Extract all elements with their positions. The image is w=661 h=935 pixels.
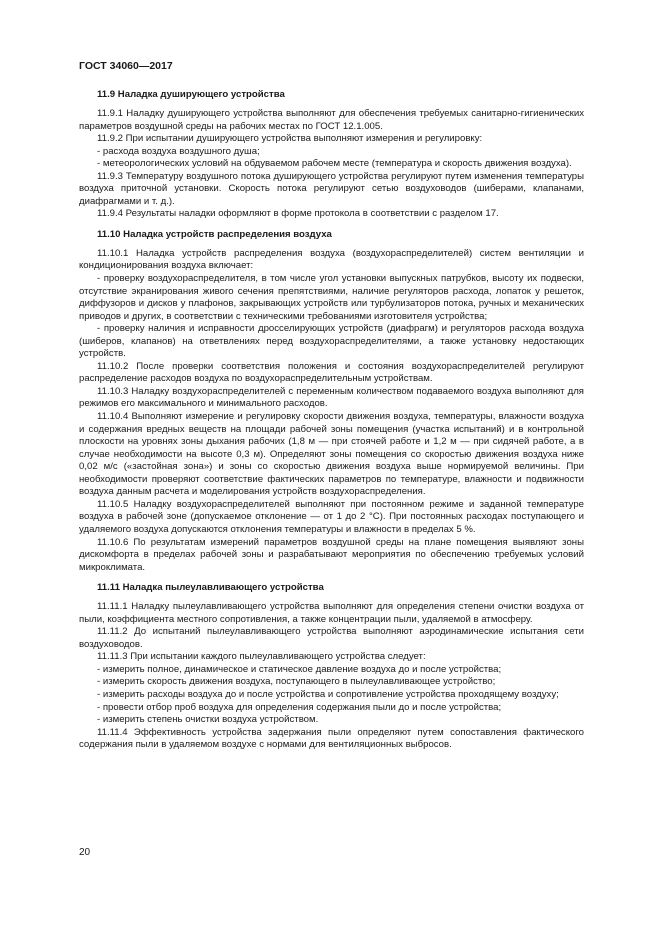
paragraph: 11.10.2 После проверки соответствия положения и состояния воздухораспределителей регулируют распределение расходов воздуха по воздухораспределительным устройствам. <box>79 360 584 385</box>
paragraph: 11.9.4 Результаты наладки оформляют в форме протокола в соответствии с разделом 17. <box>97 208 499 220</box>
paragraph: 11.10.4 Выполняют измерение и регулировку скорости движения воздуха, температуры, влажности воздуха и содержания вредных веществ на площади рабочей зоны помещения (участка испытаний) и в контрольной плоскости на уровнях зоны дыхания рабочих (1,8 м — при стоячей работе и 1,2 м — при сидячей работе, а в случае необходимости на высоте 0,3 м). Определяют зоны помещения со скоростью движения воздуха ниже 0,02 м/с («застойная зона») и зоны со скоростью движения воздуха выше нормируемой величины. При необходимости проверяют соответствие фактических параметров по температуре, влажности и подвижности воздуха данным расчета и моделирования устройств воздухораспределения. <box>79 411 584 498</box>
list-item: - метеорологических условий на обдуваемом рабочем месте (температура и скорость движения воздуха). <box>97 158 572 170</box>
paragraph: 11.11.3 При испытании каждого пылеулавливающего устройства следует: <box>97 651 426 663</box>
page-content <box>79 88 584 759</box>
list-item: - расхода воздуха воздушного душа; <box>97 145 260 157</box>
section-11-9 <box>79 88 584 221</box>
paragraph: 11.10.5 Наладку воздухораспределителей выполняют при постоянном режиме и заданной температуре воздуха в рабочей зоне (допускаемое отклонение — от 1 до 2 °С). При постоянных расходах поступающего и удаляемого воздуха допускаются отклонения температуры и влажности в пределах 5 %. <box>79 498 584 535</box>
list-item: - провести отбор проб воздуха для определения содержания пыли до и после устройства; <box>97 701 502 713</box>
paragraph: 11.9.3 Температуру воздушного потока душирующего устройства регулируют путем изменения температуры воздуха приточной установки. Скорость потока регулируют сетью воздуховодов (шиберами, клапанами, диафрагмами и т. д.). <box>79 170 584 207</box>
paragraph: 11.9.2 При испытании душирующего устройства выполняют измерения и регулировку: <box>97 133 483 145</box>
section-11-11 <box>79 581 584 752</box>
paragraph: 11.11.1 Наладку пылеулавливающего устройства выполняют для определения степени очистки воздуха от пыли, коэффициента местного сопротивления, а также концентрации пыли, удаляемой в атмосферу. <box>79 601 584 625</box>
paragraph: 11.9.1 Наладку душирующего устройства выполняют для обеспечения требуемых санитарно-гигиенических параметров воздушной среды на рабочих местах по ГОСТ 12.1.005. <box>79 108 584 132</box>
paragraph: 11.10.3 Наладку воздухораспределителей с переменным количеством подаваемого воздуха выполняют для режимов его максимального и минимального расходов. <box>79 385 584 410</box>
list-item: - измерить расходы воздуха до и после устройства и сопротивление устройства проходящему воздуху; <box>97 688 559 700</box>
paragraph: 11.11.2 До испытаний пылеулавливающего устройства выполняют аэродинамические испытания сети воздуховодов. <box>79 626 584 650</box>
list-item: - измерить полное, динамическое и статическое давление воздуха до и после устройства; <box>97 663 502 675</box>
section-title: 11.10 Наладка устройств распределения воздуха <box>97 228 332 240</box>
paragraph: 11.10.1 Наладка устройств распределения воздуха (воздухораспределителей) систем вентиляции и кондиционирования воздуха включает: <box>79 247 584 272</box>
section-11-10 <box>79 228 584 574</box>
document-header: ГОСТ 34060—2017 <box>79 60 173 72</box>
list-item: - измерить степень очистки воздуха устройством. <box>97 714 319 726</box>
section-title: 11.11 Наладка пылеулавливающего устройства <box>97 582 324 594</box>
list-item: - проверку наличия и исправности дросселирующих устройств (диафрагм) и регуляторов расхода воздуха (шиберов, клапанов) на ответвлениях перед воздухораспределителями, а также установку недостающих устройств. <box>79 323 584 360</box>
list-item: - измерить скорость движения воздуха, поступающего в пылеулавливающее устройство; <box>97 676 496 688</box>
page-number: 20 <box>79 847 91 858</box>
paragraph: 11.10.6 По результатам измерений параметров воздушной среды на плане помещения выявляют зоны дискомфорта в пределах рабочей зоны и разрабатывают мероприятия по обеспечению требуемых условий микроклимата. <box>79 536 584 573</box>
paragraph: 11.11.4 Эффективность устройства задержания пыли определяют путем сопоставления фактического содержания пыли в удаляемом воздухе с нормами для вентиляционных выбросов. <box>79 726 584 751</box>
list-item: - проверку воздухораспределителя, в том числе угол установки выпускных патрубков, высоту их подвески, отсутствие экранирования живого сечения препятствиями, наличие регуляторов расхода, лопаток у решеток, диффузоров и дисков у плафонов, закрывающих устройств или турбулизаторов потока, ручных и механических приводов и других, в соответствии с техническими требованиями изготовителя устройства; <box>79 273 584 322</box>
section-title: 11.9 Наладка душирующего устройства <box>97 89 285 100</box>
